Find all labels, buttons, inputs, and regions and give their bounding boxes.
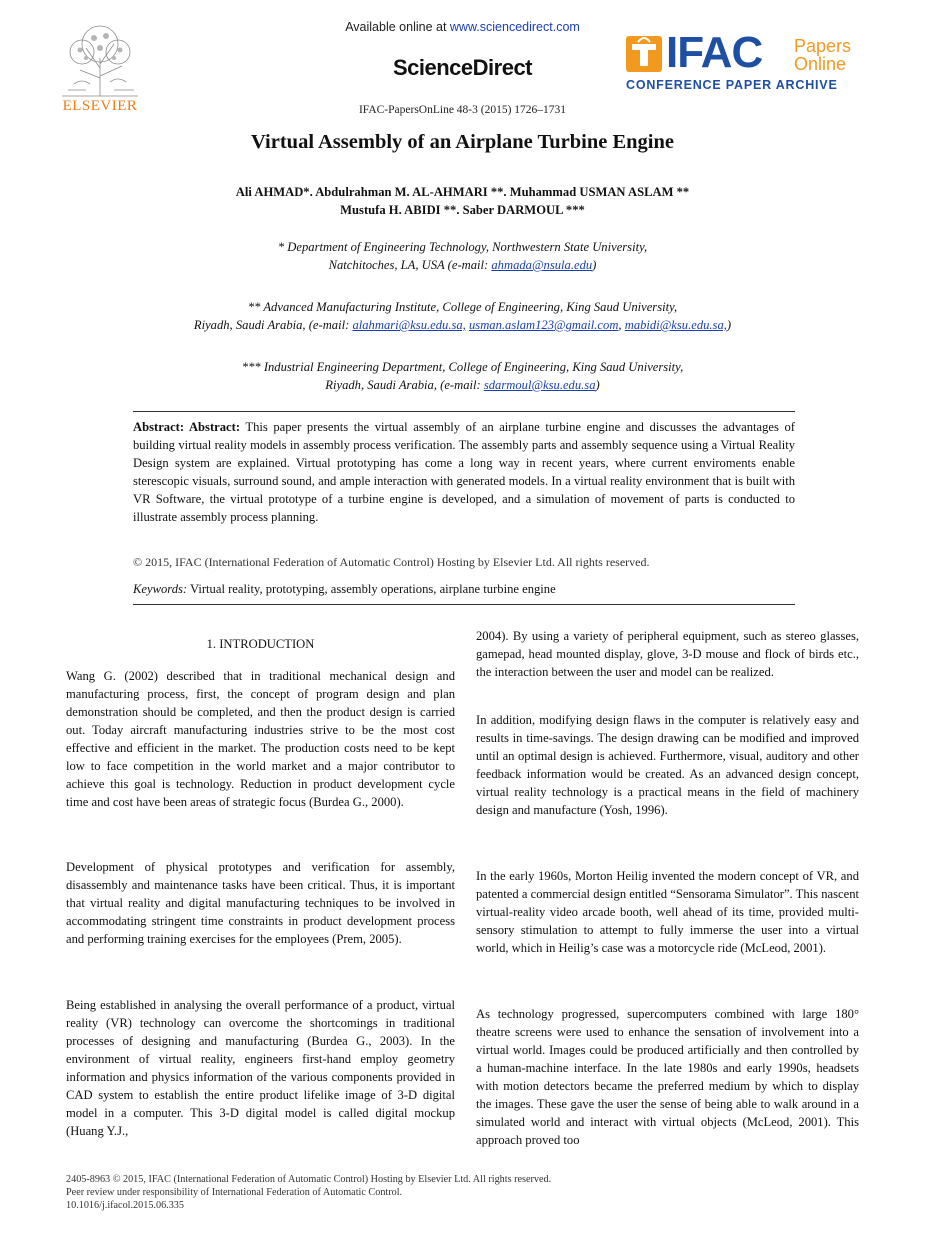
sciencedirect-wordmark: ScienceDirect [392,55,533,80]
right-paragraph-3: In the early 1960s, Morton Heilig invented the modern concept of VR, and patented a commercial design entitled “Sensorama Simulator”. This nascent virtual-reality video arcade booth, well ahead of its time, provided multi-sensory stimulation to attempt to fully immerse the user into a virtual world, which in Heilig’s case was a motorcycle ride (McLeod, 2001). [476,869,859,956]
email-ahmad[interactable]: ahmada@nsula.edu [491,258,593,272]
right-paragraph-2: In addition, modifying design flaws in the computer is relatively easy and results in time-savings. The design drawing can be modified and improved until an optimal design is achieved. Furthermore, visual, auditory and other feedback information would be created. As an advanced design concept, virtual reality technology is a practical means in the field of machinery design and manufacture (Yosh, 1996). [476,713,859,818]
affiliation-3-prefix: Riyadh, Saudi Arabia, (e-mail: [325,378,484,392]
elsevier-wordmark: ELSEVIER [62,98,138,114]
keywords-text: Virtual reality, prototyping, assembly operations, airplane turbine engine [187,582,556,596]
section-heading-introduction: 1. INTRODUCTION [206,637,315,651]
affiliation-2-suffix: ) [726,318,732,332]
available-online-label: Available online at [345,20,450,34]
elsevier-tree-icon [56,18,144,100]
footer-issn: 2405-8963 © 2015, IFAC (International Federation of Automatic Control) Hosting by Elsevier Ltd. All rights reserved. [66,1174,552,1185]
keywords [133,582,556,597]
affiliation-2-line-1: ** Advanced Manufacturing Institute, College of Engineering, King Saud University, [247,300,678,314]
affiliation-1 [0,238,925,274]
abstract [133,418,795,526]
intro-paragraph-2: Development of physical prototypes and verification for assembly, disassembly and maintenance tasks have been critical. Thus, it is important that virtual reality and digital manufacturing techniques to be involved in accommodating stringent time constraints in product development process and performing training exercises for the employees (Prem, 2005). [66,860,455,947]
ifac-papers-label: Papers [794,36,852,56]
affiliation-2-sep: , [618,318,625,332]
abstract-label: Abstract: Abstract: [133,420,241,434]
keywords-label: Keywords: [133,582,188,596]
email-abidi[interactable]: mabidi@ksu.edu.sa, [624,318,727,332]
abstract-bottom-rule [133,604,795,605]
authors-line-1: Ali AHMAD*. Abdulrahman M. AL-AHMARI **. Muhammad USMAN ASLAM ** [235,185,690,199]
ifac-emblem-icon [626,36,662,72]
ifac-online-label: Online [794,54,847,74]
ifac-archive-label: CONFERENCE PAPER ARCHIVE [626,78,838,92]
sciencedirect-link[interactable]: www.sciencedirect.com [449,20,580,34]
abstract-text: This paper presents the virtual assembly of an airplane turbine engine and discusses the advantages of building virtual reality models in assembly process verification. The assembly parts and assembly sequence using a Virtual Reality Design system are explained. Virtual prototyping has come a long way in recent years, where current enviroments enable sterescopic visuals, surround sound, and ample interaction with generated models. In a virtual reality environment that is built with VR Software, the virtual prototype of a turbine engine is developed, and a simulation of movement of parts is conducted to illustrate assembly process planning. [133,420,795,525]
authors-line-2: Mustufa H. ABIDI **. Saber DARMOUL *** [340,203,585,217]
email-alahmari[interactable]: alahmari@ksu.edu.sa, [352,318,466,332]
footer [66,1173,551,1213]
affiliation-3-line-1: *** Industrial Engineering Department, College of Engineering, King Saud University, [241,360,684,374]
abstract-top-rule [133,411,795,412]
affiliation-1-line-1: * Department of Engineering Technology, Northwestern State University, [277,240,648,254]
elsevier-logo [56,18,144,118]
ifac-wordmark: IFAC [666,28,763,77]
affiliation-1-prefix: Natchitoches, LA, USA (e-mail: [328,258,492,272]
intro-paragraph-3: Being established in analysing the overall performance of a product, virtual reality (VR) technology can overcome the shortcomings in traditional processes of designing and manufacturing (Burdea G., 2003). In the environment of virtual reality, engineers first-hand employ geometry information and physics information of the various components provided in CAD system to establish the entire product lifelike image of 3-D digital model in a computer. This 3-D digital model is called digital mockup (Huang Y.J., [66,998,455,1139]
affiliation-3 [0,358,925,394]
email-darmoul[interactable]: sdarmoul@ksu.edu.sa [483,378,596,392]
paper-title: Virtual Assembly of an Airplane Turbine Engine [251,131,674,153]
journal-ref: IFAC-PapersOnLine 48-3 (2015) 1726–1731 [358,104,567,116]
affiliation-2-prefix: Riyadh, Saudi Arabia, (e-mail: [193,318,353,332]
author-list [0,183,925,219]
intro-paragraph-1: Wang G. (2002) described that in traditional mechanical design and manufacturing process, first, the concept of program design and plan demonstration should be completed, and then the product design is carried out. Today aircraft manufacturing industries strive to be the most cost effective and efficient in the market. The production costs need to be kept low to face competition in the world market and a major contributor to achieve this goal is technology. Reduction in product development cycle time and cost have been areas of strategic focus (Burdea G., 2000). [66,669,455,810]
affiliation-1-suffix: ) [592,258,597,272]
email-aslam[interactable]: usman.aslam123@gmail.com [469,318,619,332]
affiliation-2 [0,298,925,334]
affiliation-3-suffix: ) [595,378,600,392]
ifac-papersonline-logo [626,28,870,96]
footer-peer-review: Peer review under responsibility of International Federation of Automatic Control. [66,1187,403,1199]
abstract-copyright: © 2015, IFAC (International Federation of Automatic Control) Hosting by Elsevier Ltd. All rights reserved. [133,555,650,569]
right-paragraph-1: 2004). By using a variety of peripheral equipment, such as stereo glasses, gamepad, head mounted display, glove, 3-D mouse and flock of birds etc., the interaction between the user and model can be realized. [476,629,859,680]
right-paragraph-4: As technology progressed, supercomputers combined with large 180° theatre screens were used to enhance the sensation of involvement into a virtual world. Images could be produced artificially and then controlled by a human-machine interface. In the late 1980s and early 1990s, headsets with motion detectors became the preferred medium by which to display the images. These gave the user the sense of being able to walk around in a simulated world and interact with virtual objects (McLeod, 2001). This approach proved too [476,1007,859,1148]
footer-doi: 10.1016/j.ifacol.2015.06.335 [66,1200,184,1212]
